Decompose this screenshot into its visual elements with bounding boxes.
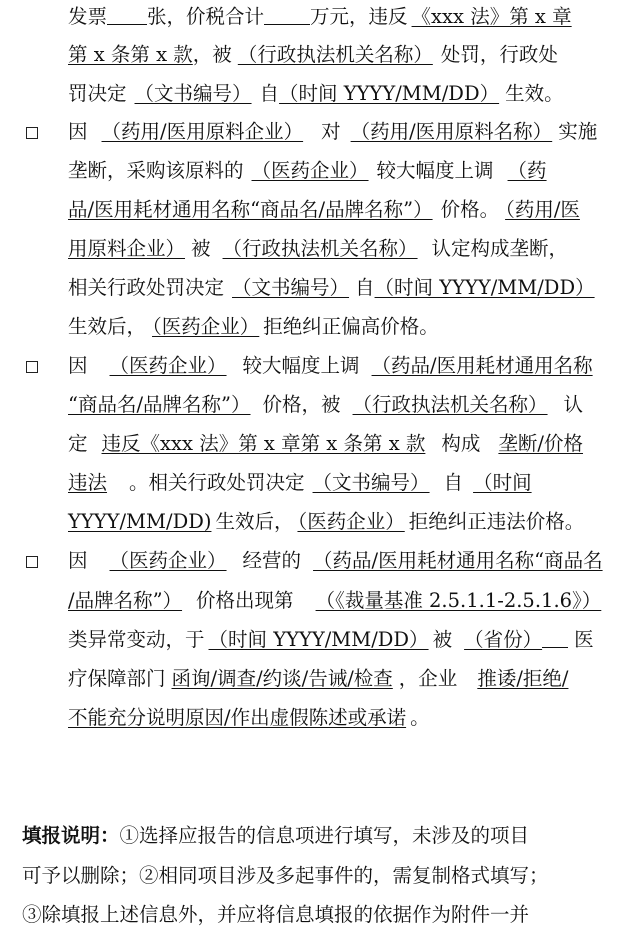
item0-line3: 罚决定 （文书编号） 自（时间 YYYY/MM/DD） 生效。	[68, 82, 564, 105]
item1-line1: 因 （药用/医用原料企业） 对 （药用/医用原料名称） 实施	[68, 120, 598, 143]
notes-line2: 可予以删除；②相同项目涉及多起事件的，需复制格式填写；	[22, 864, 549, 887]
item2-line4: 违法 。相关行政处罚决定 （文书编号） 自 （时间	[68, 471, 532, 494]
item3-line5: 不能充分说明原因/作出虚假陈述或承诺 。	[68, 706, 430, 729]
item2-line3: 定 违反《xxx 法》第 x 章第 x 条第 x 款 构成 垄断/价格	[68, 432, 583, 455]
authority-field[interactable]: （行政执法机关名称）	[237, 43, 433, 66]
blank-amount[interactable]	[264, 4, 310, 25]
item0-line1: 发票 张，价税合计 万元，违反 《xxx 法》第 x 章	[68, 5, 572, 28]
item1-line5: 相关行政处罚决定 （文书编号） 自（时间 YYYY/MM/DD）	[68, 276, 595, 299]
item2-line1: 因 （医药企业） 较大幅度上调 （药品/医用耗材通用名称	[68, 354, 593, 377]
law-reference-field[interactable]: 《xxx 法》第 x 章	[411, 5, 572, 28]
notes-line3: ③除填报上述信息外，并应将信息填报的依据作为附件一并	[22, 903, 530, 926]
blank-invoice-count[interactable]	[107, 4, 147, 25]
item1-line4: 用原料企业） 被 （行政执法机关名称） 认定构成垄断，	[68, 237, 569, 260]
notes-line1: 填报说明：①选择应报告的信息项进行填写，未涉及的项目	[22, 824, 530, 847]
item3-line1: 因 （医药企业） 经营的 （药品/医用耗材通用名称“商品名	[68, 549, 603, 572]
item1-line6: 生效后， （医药企业） 拒绝纠正偏高价格。	[68, 315, 439, 338]
item0-line2: 第 x 条第 x 款，被 （行政执法机关名称） 处罚，行政处	[68, 43, 558, 66]
notes-label: 填报说明：	[22, 824, 120, 847]
item1-line2: 垄断，采购该原料的 （医药企业） 较大幅度上调 （药	[68, 159, 547, 182]
item3-line2: /品牌名称”） 价格出现第 （《裁量基准 2.5.1.1-2.5.1.6》）	[68, 589, 602, 612]
item1-line3: 品/医用耗材通用名称“商品名/品牌名称”） 价格。 （药用/医	[68, 198, 580, 221]
item3-line4: 疗保障部门 函询/调查/约谈/告诫/检查 ，企业 推诿/拒绝/	[68, 667, 569, 690]
item2-checkbox[interactable]	[26, 361, 38, 373]
date-field[interactable]: （时间 YYYY/MM/DD）	[279, 82, 500, 105]
item1-checkbox[interactable]	[26, 127, 38, 139]
item3-line3: 类异常变动，于 （时间 YYYY/MM/DD） 被 （省份） 医	[68, 628, 594, 651]
item2-line5: YYYY/MM/DD) 生效后， （医药企业） 拒绝纠正违法价格。	[68, 510, 585, 533]
doc-number-field[interactable]: （文书编号）	[134, 82, 252, 105]
item3-checkbox[interactable]	[26, 556, 38, 568]
item2-line2: “商品名/品牌名称”） 价格，被 （行政执法机关名称） 认	[68, 393, 584, 416]
